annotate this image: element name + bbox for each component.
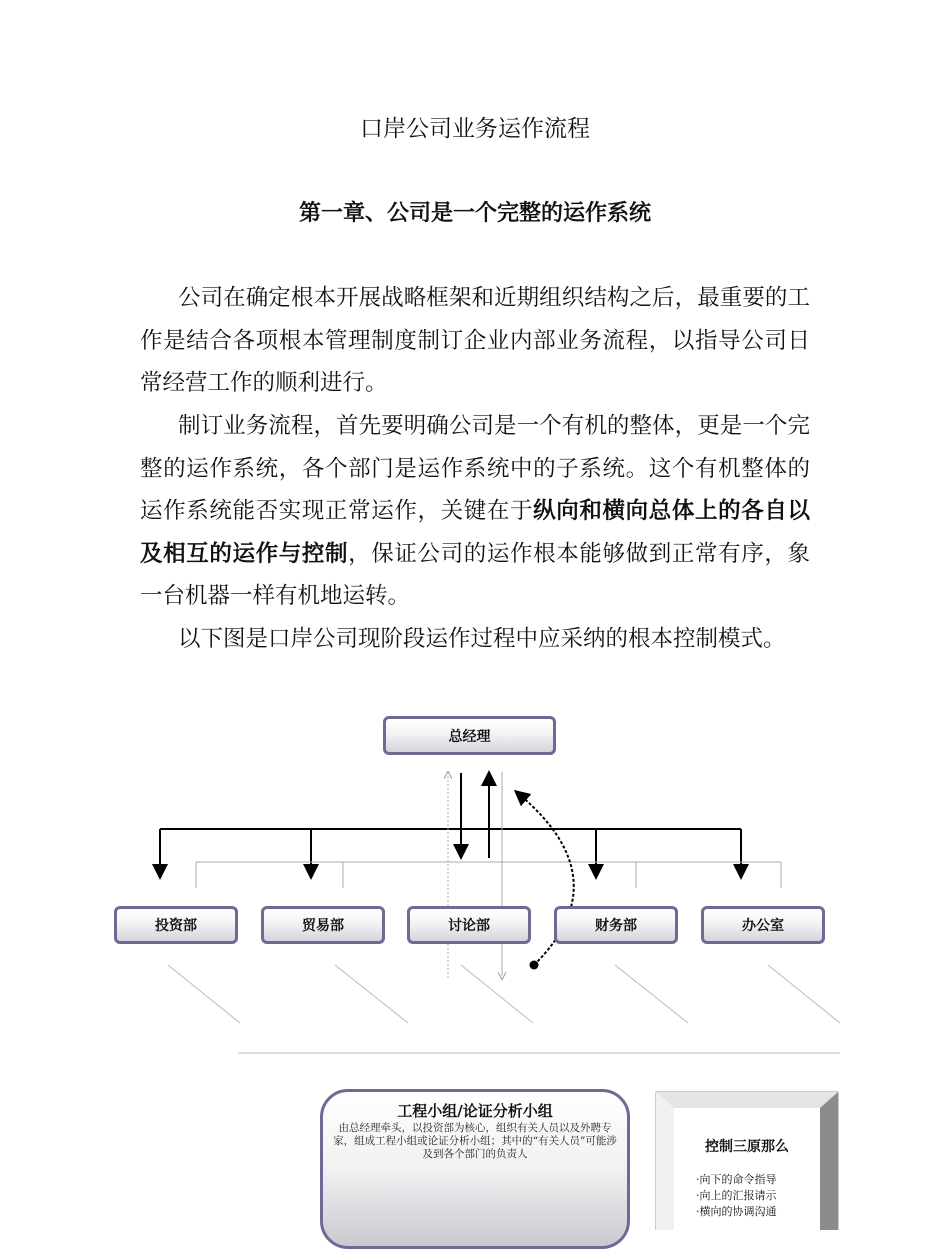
paragraph-system xyxy=(140,405,810,618)
general-manager-box xyxy=(383,716,556,755)
principle-item: ·向下的命令指导 xyxy=(696,1173,777,1186)
dept-box-investment xyxy=(114,906,238,944)
principle-item: ·向上的汇报请示 xyxy=(696,1189,777,1202)
dept-label: 办公室 xyxy=(742,918,784,934)
project-group-panel xyxy=(320,1089,630,1249)
dept-label: 财务部 xyxy=(595,918,637,934)
control-principles-box xyxy=(656,1092,838,1232)
command-lines xyxy=(160,773,741,872)
chapter-title: 第一章、公司是一个完整的运作系统 xyxy=(298,201,651,226)
control-principles-title: 控制三原那么 xyxy=(705,1139,789,1155)
dept-box-office xyxy=(701,906,825,944)
dept-label: 贸易部 xyxy=(302,918,344,934)
dept-box-discussion xyxy=(407,906,531,944)
dept-label: 讨论部 xyxy=(448,918,490,934)
dept-box-trade xyxy=(261,906,385,944)
paragraph-intro: 公司在确定根本开展战略框架和近期组织结构之后，最重要的工作是结合各项根本管理制度制订企业内部业务流程，以指导公司日常经营工作的顺利进行。 xyxy=(140,285,810,396)
project-group-description: 由总经理牵头，以投资部为核心，组织有关人员以及外聘专家，组成工程小组或论证分析小组；其中的“有关人员”可能涉及到各个部门的负责人 xyxy=(333,1122,617,1160)
paragraph-diagram-intro: 以下图是口岸公司现阶段运作过程中应采纳的根本控制模式。 xyxy=(178,626,786,652)
document-title: 口岸公司业务运作流程 xyxy=(360,116,590,142)
general-manager-label: 总经理 xyxy=(448,728,491,745)
principle-item: ·横向的协调沟通 xyxy=(696,1205,777,1218)
project-group-title: 工程小组/论证分析小组 xyxy=(397,1102,553,1120)
dept-label: 投资部 xyxy=(155,918,197,934)
paragraph-system-text-2: ，保证公司的运作根本能够做到正常有序，象一台机器一样有机地运转。 xyxy=(140,540,810,609)
dept-box-finance xyxy=(554,906,678,944)
diagonal-hatch xyxy=(168,965,840,1023)
coordination-arrow-origin xyxy=(530,961,539,970)
paragraph-system-text-1: 制订业务流程，首先要明确公司是一个有机的整体，更是一个完整的运作系统，各个部门是运作系统中的子系统。这个有机整体的运作系统能否实现正常运作，关键在于 xyxy=(140,413,810,524)
control-principles-list xyxy=(696,1172,777,1220)
paragraph-system-emphasis: 纵向和横向总体上的各自以及相互的运作与控制 xyxy=(140,498,810,567)
